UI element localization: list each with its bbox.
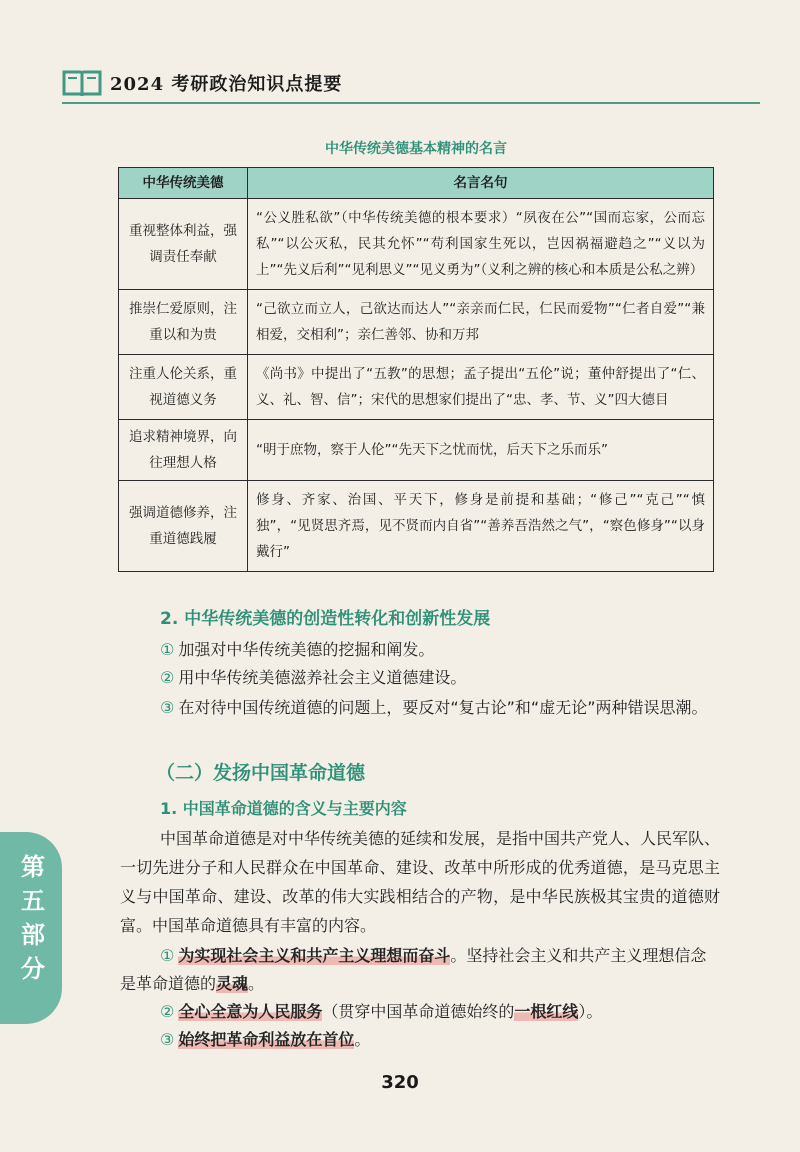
header-divider (62, 102, 760, 104)
item-text: ）。 (578, 1002, 603, 1021)
item-text: 。坚持社会主义和共产主义理想信念是革命道德的 (120, 946, 707, 993)
column-header-quotes: 名言名句 (248, 168, 714, 199)
table-caption: 中华传统美德基本精神的名言 (325, 141, 507, 157)
table-row (119, 290, 714, 355)
item-number: ③ (160, 698, 175, 717)
list-item (160, 998, 720, 1026)
page-number: 320 (381, 1072, 419, 1093)
item-key-phrase: 为实现社会主义和共产主义理想而奋斗 (178, 946, 451, 965)
list-item (160, 1026, 720, 1054)
list-item (160, 636, 720, 664)
item-key-phrase: 始终把革命利益放在首位 (178, 1030, 355, 1049)
virtue-cell: 注重人伦关系，重视道德义务 (119, 355, 248, 420)
quotes-cell: “明于庶物，察于人伦”“先天下之忧而忧，后天下之乐而乐” (248, 420, 714, 481)
table-header-row (119, 168, 714, 199)
list-item (120, 694, 720, 722)
list-item (160, 664, 720, 692)
section-heading: 2. 中华传统美德的创造性转化和创新性发展 (160, 609, 491, 629)
table-row (119, 481, 714, 572)
item-key-phrase: 一根红线 (514, 1002, 579, 1021)
virtue-cell: 追求精神境界，向往理想人格 (119, 420, 248, 481)
item-text: 用中华传统美德滋养社会主义道德建设。 (178, 668, 467, 687)
item-key-phrase: 全心全意为人民服务 (178, 1002, 323, 1021)
virtues-quotes-table (118, 167, 714, 572)
item-number: ② (160, 668, 175, 687)
quotes-cell: “公义胜私欲”（中华传统美德的根本要求）“夙夜在公”“国而忘家，公而忘私”“以公灭私，民其允怀”“苟利国家生死以，岂因祸福避趋之”“义以为上”“先义后利”“见利思义”“见义勇为”（义利之辨的核心和本质是公私之辨） (248, 199, 714, 290)
part-heading: （二）发扬中国革命道德 (156, 762, 366, 784)
virtue-cell: 强调道德修养，注重道德践履 (119, 481, 248, 572)
item-number: ② (160, 1002, 175, 1021)
item-text: 加强对中华传统美德的挖掘和阐发。 (178, 640, 435, 659)
open-book-icon (62, 68, 102, 98)
table-row (119, 199, 714, 290)
side-tab-label: 第五部分 (21, 852, 45, 983)
table-row (119, 420, 714, 481)
item-text: （贯穿中国革命道德始终的 (322, 1002, 515, 1021)
item-number: ③ (160, 1030, 175, 1049)
virtue-cell: 重视整体利益，强调责任奉献 (119, 199, 248, 290)
quotes-cell: 修身、齐家、治国、平天下，修身是前提和基础；“修己”“克己”“慎独”，“见贤思齐焉，见不贤而内自省”“善养吾浩然之气”，“察色修身”“以身戴行” (248, 481, 714, 572)
virtue-cell: 推崇仁爱原则，注重以和为贵 (119, 290, 248, 355)
quotes-cell: 《尚书》中提出了“五教”的思想；孟子提出“五伦”说；董仲舒提出了“仁、义、礼、智、信”；宋代的思想家们提出了“忠、孝、节、义”四大德目 (248, 355, 714, 420)
subsection-heading: 1. 中国革命道德的含义与主要内容 (160, 799, 407, 818)
item-text: 。 (248, 974, 265, 993)
item-number: ① (160, 946, 175, 965)
list-item (120, 942, 720, 998)
item-text: 在对待中国传统道德的问题上，要反对“复古论”和“虚无论”两种错误思潮。 (178, 698, 708, 717)
body-paragraph: 中国革命道德是对中华传统美德的延续和发展，是指中国共产党人、人民军队、一切先进分子和人民群众在中国革命、建设、改革中所形成的优秀道德，是马克思主义与中国革命、建设、改革的伟大实践相结合的产物，是中华民族极其宝贵的道德财富。中国革命道德具有丰富的内容。 (120, 829, 721, 935)
item-number: ① (160, 640, 175, 659)
item-text: 。 (354, 1030, 371, 1049)
column-header-virtue: 中华传统美德 (119, 168, 248, 199)
running-header (62, 66, 342, 100)
table-row (119, 355, 714, 420)
book-title: 2024 考研政治知识点提要 (110, 74, 343, 95)
item-key-phrase: 灵魂 (216, 974, 249, 993)
quotes-cell: “己欲立而立人，己欲达而达人”“亲亲而仁民，仁民而爱物”“仁者自爱”“兼相爱，交相利”；亲仁善邻、协和万邦 (248, 290, 714, 355)
